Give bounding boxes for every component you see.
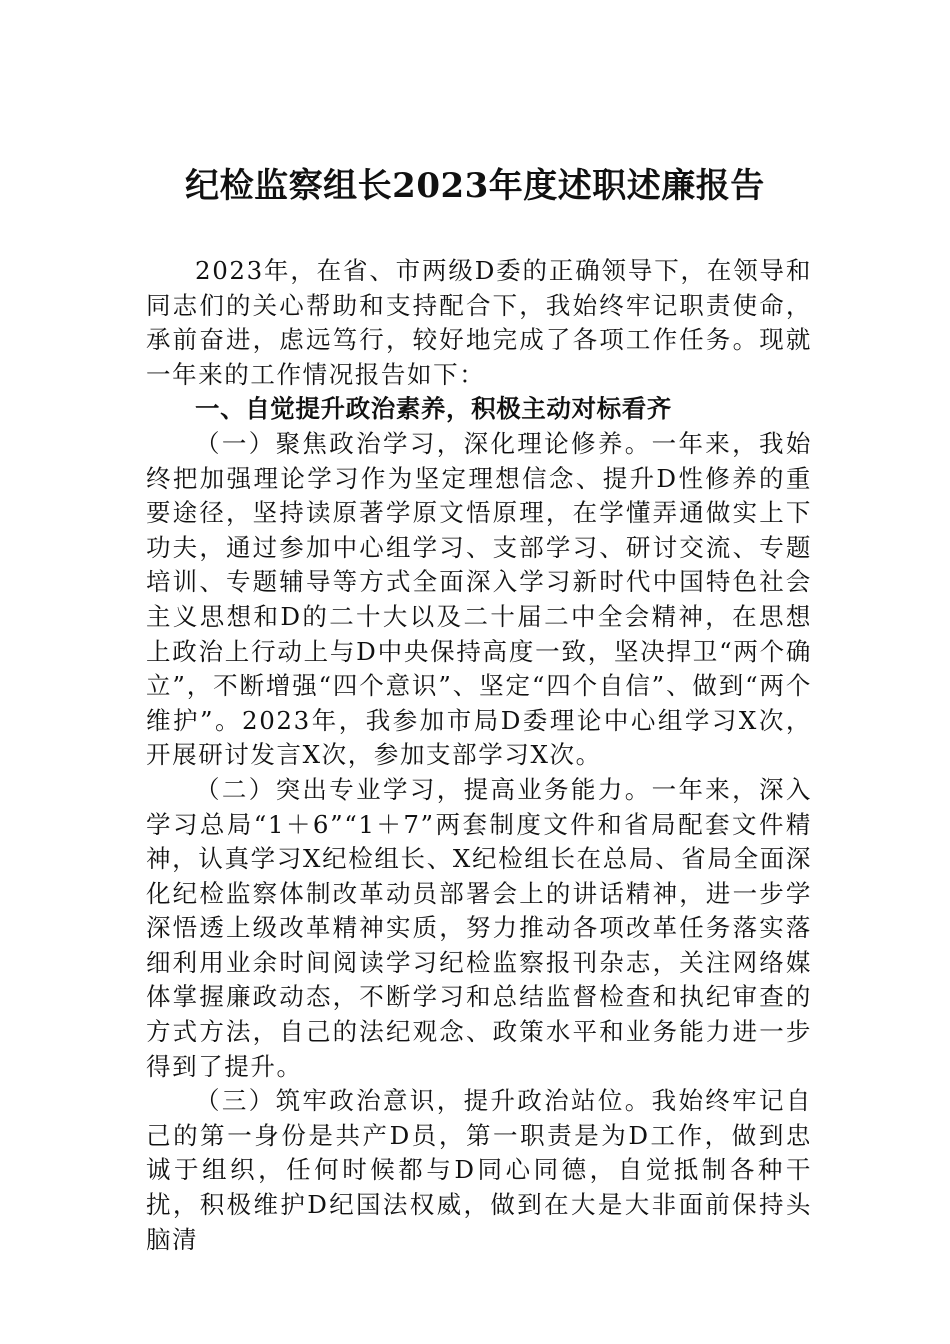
document-title: 纪检监察组长2023年度述职述廉报告 [185,166,765,206]
paragraph-1: （一）聚焦政治学习，深化理论修养。一年来，我始终把加强理论学习作为坚定理想信念、提升D性修养的重要途径，坚持读原著学原文悟原理，在学懂弄通做实上下功夫，通过参加中心组学习、支部学习、研讨交流、专题培训、专题辅导等方式全面深入学习新时代中国特色社会主义思想和D的二十大以及二十届二中全会精神，在思想上政治上行动上与D中央保持高度一致，坚决捍卫“两个确立”，不断增强“四个意识”、坚定“四个自信”、做到“两个维护”。2023年，我参加市局D委理论中心组学习X次，开展研讨发言X次，参加支部学习X次。 [146,428,812,770]
intro-paragraph: 2023年，在省、市两级D委的正确领导下，在领导和同志们的关心帮助和支持配合下，我始终牢记职责使命，承前奋进，虑远笃行，较好地完成了各项工作任务。现就一年来的工作情况报告如下： [146,256,812,389]
section-heading-1: 一、自觉提升政治素养，积极主动对标看齐 [195,394,672,424]
document-body [146,254,812,1257]
paragraph-3: （三）筑牢政治意识，提升政治站位。我始终牢记自己的第一身份是共产D员，第一职责是为D工作，做到忠诚于组织，任何时候都与D同心同德，自觉抵制各种干扰，积极维护D纪国法权威，做到在大是大非面前保持头脑清 [146,1086,812,1254]
paragraph-2: （二）突出专业学习，提高业务能力。一年来，深入学习总局“1＋6”“1＋7”两套制度文件和省局配套文件精神，认真学习X纪检组长、X纪检组长在总局、省局全面深化纪检监察体制改革动员部署会上的讲话精神，进一步学深悟透上级改革精神实质，努力推动各项改革任务落实落细利用业余时间阅读学习纪检监察报刊杂志，关注网络媒体掌握廉政动态，不断学习和总结监督检查和执纪审查的方式方法，自己的法纪观念、政策水平和业务能力进一步得到了提升。 [146,774,812,1081]
